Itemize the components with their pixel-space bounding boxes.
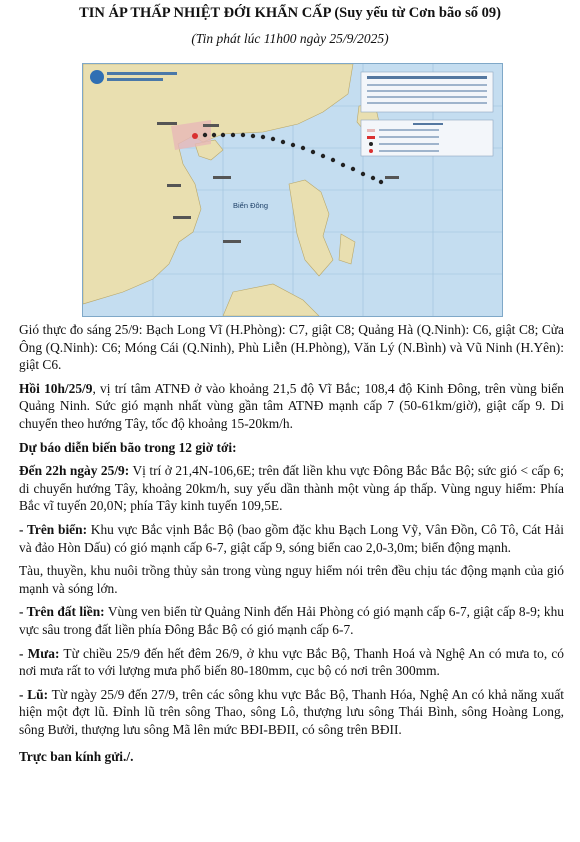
observed-wind-text: Gió thực đo sáng 25/9: Bạch Long Vĩ (H.Phòng): C7, giật C8; Quảng Hà (Q.Ninh): C6, giật C8; Cửa Ông (Q.Ninh): C6; Móng Cái (Q.Ninh), Phù Liễn (H.Phòng), Văn Lý (N.Bình) và Vũ Ninh (H.Yên): giật C6. — [19, 322, 564, 373]
current-position-paragraph — [19, 380, 564, 433]
sea-label: - Trên biển: — [19, 521, 88, 537]
current-position-text: , vị trí tâm ATNĐ ở vào khoảng 21,5 độ Vĩ Bắc; 108,4 độ Kinh Đông, trên vùng biển Quảng Ninh. Sức gió mạnh nhất vùng gần tâm ATNĐ mạnh cấp 7 (50-61km/giờ), giật cấp 9. Di chuyển theo hướng Tây, tốc độ khoảng 15-20km/h. — [19, 380, 565, 431]
bulletin-subtitle: (Tin phát lúc 11h00 ngày 25/9/2025) — [191, 31, 389, 46]
rain-text: Từ chiều 25/9 đến hết đêm 26/9, ở khu vực Bắc Bộ, Thanh Hoá và Nghệ An có mưa to, có nơi mưa rất to với lượng mưa phổ biến 80-180mm, cục bộ có nơi trên 300mm. — [19, 645, 564, 679]
land-text: Vùng ven biển từ Quảng Ninh đến Hải Phòng có gió mạnh cấp 6-7, giật cấp 8-9; khu vực sâu trong đất liền phía Đông Bắc Bộ có gió mạnh cấp 6-7. — [19, 604, 564, 637]
region-label: Biển Đông — [233, 201, 269, 210]
forecast-label: Đến 22h ngày 25/9: — [19, 463, 130, 479]
map-legend — [361, 72, 493, 156]
forecast-heading — [19, 439, 564, 457]
current-position-label: Hồi 10h/25/9 — [19, 380, 93, 396]
flood-text: Từ ngày 25/9 đến 27/9, trên các sông khu vực Bắc Bộ, Thanh Hóa, Nghệ An có khả năng xuất hiện một đợt lũ. Đỉnh lũ trên sông Thao, sông Lô, thượng lưu sông Thái Bình, sông Hoàng Long, sông Bưởi, thượng lưu sông Mã lên mức BĐI-BĐII, có sông trên BĐII. — [19, 686, 564, 737]
storm-track-map — [82, 63, 503, 317]
bulletin-body — [19, 321, 564, 772]
storm-map-graphic — [83, 64, 502, 316]
flood-label: - Lũ: — [19, 686, 49, 702]
closing-text: Trực ban kính gửi./. — [19, 749, 134, 765]
bulletin-title: TIN ÁP THẤP NHIỆT ĐỚI KHẨN CẤP (Suy yếu từ Cơn bão số 09) — [79, 5, 501, 21]
forecast-text: Vị trí ở 21,4N-106,6E; trên đất liền khu vực Đông Bắc Bắc Bộ; sức gió < cấp 6; di chuyển hướng Tây, khoảng 20km/h, suy yếu dần thành một vùng áp thấp. Vùng nguy hiểm: Phía Bắc vĩ tuyến 20,0N; phía Tây kinh tuyến 109,5E. — [19, 463, 564, 514]
observed-wind-paragraph — [19, 321, 564, 374]
sea-paragraph — [19, 521, 564, 556]
rain-paragraph — [19, 645, 564, 680]
sea-text: Khu vực Bắc vịnh Bắc Bộ (bao gồm đặc khu Bạch Long Vỹ, Vân Đồn, Cô Tô, Cát Hải và đảo Hòn Dấu) có gió mạnh cấp 6-7, giật cấp 9, sóng biển cao 2,0-3,0m; biển động mạnh. — [19, 521, 564, 555]
land-paragraph — [19, 603, 564, 638]
forecast-paragraph — [19, 462, 564, 515]
forecast-heading-text: Dự báo diễn biến bão trong 12 giờ tới: — [19, 439, 237, 455]
flood-paragraph — [19, 686, 564, 739]
vessels-text: Tàu, thuyền, khu nuôi trồng thủy sản trong vùng nguy hiểm nói trên đều chịu tác động mạnh của gió mạnh và sóng lớn. — [19, 563, 564, 596]
closing-paragraph — [19, 748, 564, 766]
vessels-paragraph — [19, 562, 564, 597]
land-label: - Trên đất liền: — [19, 604, 105, 620]
rain-label: - Mưa: — [19, 645, 60, 661]
